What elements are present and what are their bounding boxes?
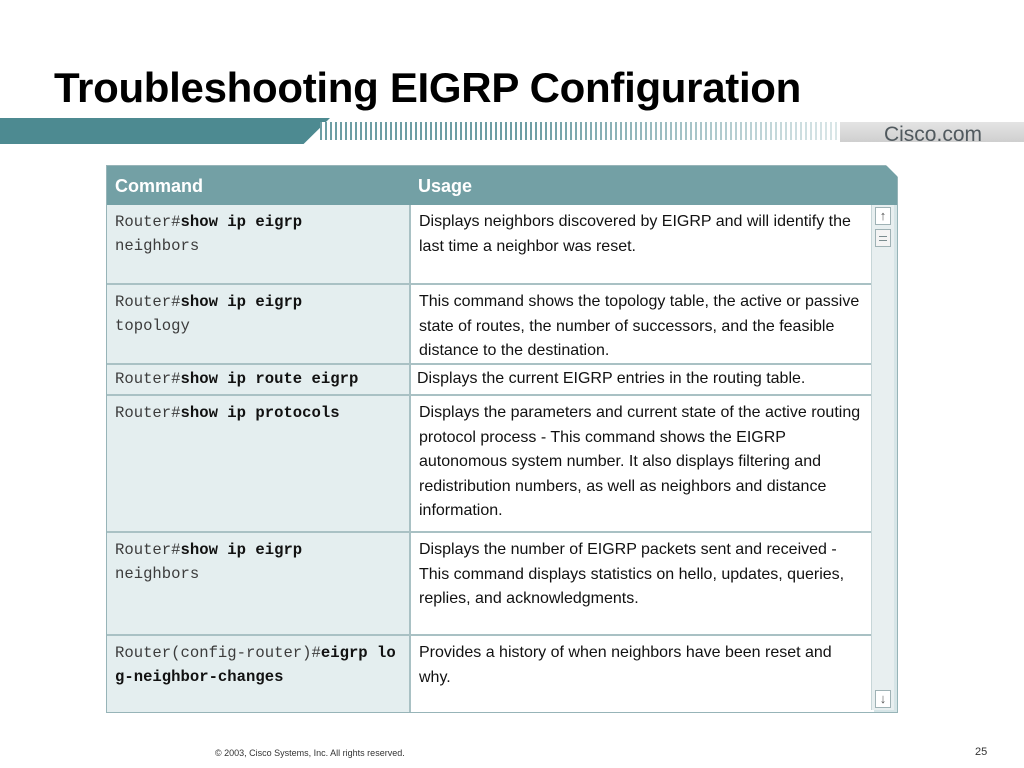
command-cell <box>107 396 411 531</box>
table-row <box>107 396 874 533</box>
command-suffix: topology <box>115 317 190 335</box>
band-grey <box>840 122 1024 146</box>
table-row <box>107 533 874 636</box>
table-row <box>107 285 874 365</box>
command-prefix: Router# <box>115 404 181 422</box>
command-prefix: Router# <box>115 370 181 388</box>
command-cell <box>107 533 411 634</box>
command-keyword: show ip eigrp <box>180 541 303 559</box>
usage-cell: Displays the parameters and current state of the active routing protocol process - This command shows the EIGRP autonomous system number. It also displays filtering and redistribution numbers, as well as neighbors and distance information. <box>411 396 874 531</box>
command-prefix: Router(config-router)# <box>115 644 321 662</box>
command-cell <box>107 365 411 394</box>
command-prefix: Router# <box>115 293 181 311</box>
command-keyword: show ip protocols <box>180 404 340 422</box>
table-header <box>107 166 897 205</box>
command-keyword: show ip route eigrp <box>180 370 359 388</box>
table-row <box>107 365 874 396</box>
command-table-panel <box>106 165 898 713</box>
usage-cell: This command shows the topology table, the active or passive state of routes, the number of successors, and the feasible distance to the destination. <box>411 285 874 363</box>
title-band <box>0 118 1024 144</box>
copyright-footer: © 2003, Cisco Systems, Inc. All rights reserved. <box>215 748 405 758</box>
brand-logo: Cisco.com <box>883 123 982 146</box>
vertical-scrollbar[interactable] <box>871 205 894 710</box>
slide-title: Troubleshooting EIGRP Configuration <box>54 64 802 111</box>
page-number: 25 <box>975 746 988 758</box>
header-usage: Usage <box>418 176 473 196</box>
usage-cell: Displays the number of EIGRP packets sent and received -This command displays statistics on hello, updates, queries, replies, and acknowledgments. <box>411 533 874 634</box>
command-cell <box>107 285 411 363</box>
usage-cell: Provides a history of when neighbors have been reset and why. <box>411 636 874 712</box>
command-suffix: neighbors <box>115 565 200 583</box>
scroll-down-arrow-icon[interactable]: ↓ <box>875 690 891 708</box>
command-prefix: Router# <box>115 541 181 559</box>
corner-cut <box>886 165 898 177</box>
command-keyword: show ip eigrp <box>180 213 303 231</box>
command-suffix: neighbors <box>115 237 200 255</box>
scroll-thumb[interactable] <box>875 229 891 247</box>
command-cell <box>107 205 411 283</box>
scroll-up-arrow-icon[interactable]: ↑ <box>875 207 891 225</box>
command-prefix: Router# <box>115 213 181 231</box>
header-command: Command <box>115 176 204 196</box>
table-row <box>107 636 874 712</box>
usage-cell: Displays neighbors discovered by EIGRP and will identify the last time a neighbor was reset. <box>411 205 874 283</box>
usage-cell: Displays the current EIGRP entries in the routing table. <box>411 365 874 394</box>
command-cell <box>107 636 411 712</box>
command-keyword: show ip eigrp <box>180 293 303 311</box>
band-solid-block <box>0 118 330 144</box>
table-row <box>107 205 874 285</box>
band-stripes <box>320 122 840 140</box>
command-keyword: eigrp log-neighbor-changes <box>115 644 396 686</box>
